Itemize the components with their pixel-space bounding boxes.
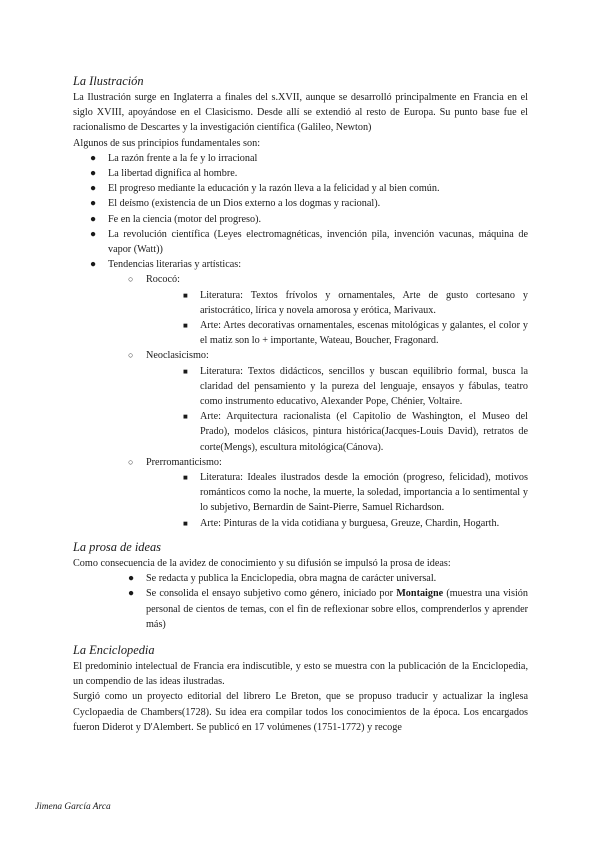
heading-prosa-de-ideas: La prosa de ideas	[73, 539, 161, 554]
movement-items	[146, 288, 528, 349]
circle-bullet-icon: ○	[128, 456, 134, 467]
bullet-icon: ●	[90, 183, 97, 195]
prosa-intro: Como consecuencia de la avidez de conocimiento y su difusión se impulsó la prosa de ideas:	[73, 557, 451, 569]
circle-bullet-icon: ○	[128, 350, 134, 361]
intro-paragraph: La Ilustración surge en Inglaterra a finales del s.XVII, aunque se desarrolló principalmente en Francia en el siglo XVIII, apoyándose en el Clasicismo. Desde allí se extendió al resto de Europa. Su punto base fue el racionalismo de Descartes y la investigación científica (Galileo, Newton)	[73, 92, 528, 134]
prosa-list	[73, 571, 528, 632]
list-item: ● La libertad dignifica al hombre.	[73, 166, 528, 181]
list-item: ● La razón frente a la fe y lo irracional	[73, 151, 528, 166]
bullet-icon: ●	[90, 168, 97, 180]
list-item: ● El deísmo (existencia de un Dios externo a los dogmas y racional).	[73, 196, 528, 211]
bullet-icon: ●	[128, 573, 135, 585]
list-item: ● El progreso mediante la educación y la razón lleva a la felicidad y al bien común.	[73, 181, 528, 196]
principles-lead: Algunos de sus principios fundamentales son:	[73, 137, 261, 149]
document-body	[73, 73, 528, 735]
list-item: ■ Literatura: Textos frívolos y ornamentales, Arte de gusto cortesano y aristocrático, lírica y novela amorosa y erótica, Marivaux.	[183, 289, 528, 316]
list-item: ■ Arte: Artes decorativas ornamentales, escenas mitológicas y galantes, el color y el matiz son lo + importante, Wateau, Boucher, Fragonard.	[183, 320, 528, 347]
enciclopedia-paragraph-2: Surgió como un proyecto editorial del librero Le Breton, que se propuso traducir y actualizar la inglesa Cyclopaedia de Chambers(1728). Su idea era compilar todos los conocimientos de la época. Los encargados fueron Diderot y D'Alembert. Se publicó en 17 volúmenes (1751-1772) y recoge	[73, 691, 528, 733]
bullet-icon: ●	[90, 228, 97, 240]
square-bullet-icon: ■	[183, 366, 188, 376]
enciclopedia-paragraph-1: El predominio intelectual de Francia era indiscutible, y esto se muestra con la publicación de la Enciclopedia, un compendio de las ideas ilustradas.	[73, 660, 528, 688]
montaigne-name: Montaigne	[396, 588, 444, 600]
bullet-icon: ●	[128, 588, 135, 600]
principles-list	[73, 151, 528, 273]
bullet-icon: ●	[90, 259, 97, 271]
heading-la-ilustracion: La Ilustración	[73, 74, 144, 88]
list-item: ■ Arte: Arquitectura racionalista (el Capitolio de Washington, el Museo del Prado), modelos clásicos, pintura histórica(Jacques-Louis David), retratos de corte(Mengs), escultura mitológica(Cánova).	[183, 411, 528, 453]
movement-items	[146, 470, 528, 531]
footer-author: Jimena García Arca	[35, 802, 111, 812]
list-item: ● La revolución científica (Leyes electromagnéticas, invención pila, invención vacunas, máquina de vapor (Watt))	[90, 228, 528, 256]
circle-bullet-icon: ○	[128, 274, 134, 285]
square-bullet-icon: ■	[183, 518, 188, 528]
heading-la-enciclopedia: La Enciclopedia	[73, 642, 155, 657]
list-item: ● Fe en la ciencia (motor del progreso).	[73, 212, 528, 227]
movement-neoclasicismo: ○ Neoclasicismo: ■ Literatura: Textos didácticos, sencillos y buscan equilibrio formal, busca la claridad del pensamiento y la pureza del lenguaje, ensayos y fábulas, teatro como instrumento educativo, Alexander Pope, Chénier, Voltaire. ■ Arte: Arquitectura racionalista (el Capitolio de Washington, el Museo del Prado), modelos clásicos, pintura histórica(Jacques-Louis David), retratos de corte(Mengs), escultura mitológica(Cánova).	[128, 348, 528, 454]
list-item: ● Tendencias literarias y artísticas:	[73, 257, 528, 272]
bullet-icon: ●	[90, 198, 97, 210]
list-item: ■ Literatura: Textos didácticos, sencillos y buscan equilibrio formal, busca la claridad del pensamiento y la pureza del lenguaje, ensayos y fábulas, teatro como instrumento educativo, Alexander Pope, Chénier, Voltaire.	[183, 365, 528, 408]
square-bullet-icon: ■	[183, 412, 188, 422]
list-item: ■ Literatura: Ideales ilustrados desde la emoción (progreso, felicidad), motivos románticos como la noche, la muerte, la soledad, importancia a lo sentimental y lo subjetivo, Bernardin de Saint-Pierre, Samuel Richardson.	[183, 472, 528, 514]
bullet-icon: ●	[90, 213, 97, 225]
movement-prerromanticismo: ○ Prerromanticismo: ■ Literatura: Ideales ilustrados desde la emoción (progreso, felicidad), motivos románticos como la noche, la muerte, la soledad, importancia a lo sentimental y lo subjetivo, Bernardin de Saint-Pierre, Samuel Richardson. ■ Arte: Pinturas de la vida cotidiana y burguesa, Greuze, Chardin, Hogarth.	[128, 455, 528, 531]
movement-items	[146, 364, 528, 455]
list-item: ● Se consolida el ensayo subjetivo como género, iniciado por Montaigne (muestra una visión personal de cientos de temas, con el fin de reflexionar sobre ellos, comprenderlos y aprender más)	[128, 588, 528, 630]
list-item: ● Se redacta y publica la Enciclopedia, obra magna de carácter universal.	[128, 571, 528, 586]
square-bullet-icon: ■	[183, 321, 188, 331]
bullet-icon: ●	[90, 152, 97, 164]
square-bullet-icon: ■	[183, 473, 188, 483]
square-bullet-icon: ■	[183, 290, 188, 300]
list-item: ■ Arte: Pinturas de la vida cotidiana y burguesa, Greuze, Chardin, Hogarth.	[182, 516, 528, 531]
movements-list	[73, 272, 528, 530]
movement-rococo: ○ Rococó: ■ Literatura: Textos frívolos y ornamentales, Arte de gusto cortesano y aristocrático, lírica y novela amorosa y erótica, Marivaux. ■ Arte: Artes decorativas ornamentales, escenas mitológicas y galantes, el color y el matiz son lo + importante, Wateau, Boucher, Fragonard.	[128, 272, 528, 348]
